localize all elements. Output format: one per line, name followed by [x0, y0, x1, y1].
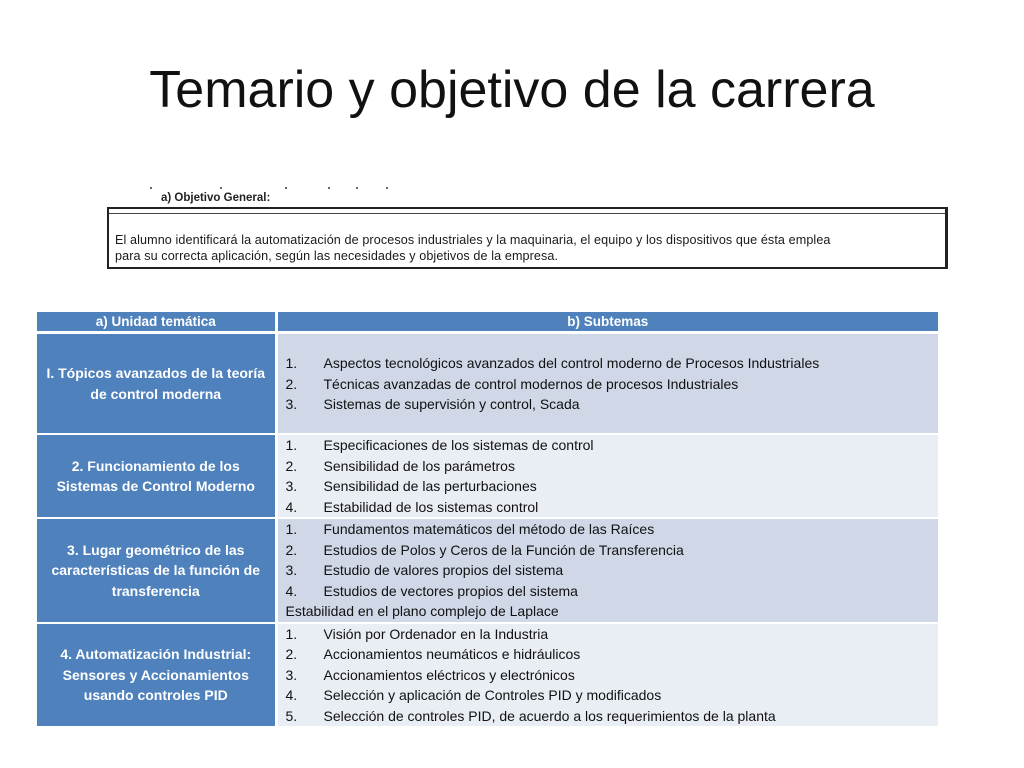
item-text: Sensibilidad de las perturbaciones [323, 478, 537, 494]
subtopic-list [278, 435, 939, 517]
unit-cell: 3. Lugar geométrico de las características de la función de transferencia [37, 518, 276, 623]
unit-cell: I. Tópicos avanzados de la teoría de control moderna [37, 333, 276, 435]
objective-box [107, 207, 948, 269]
list-item [278, 476, 939, 497]
list-item [278, 624, 939, 645]
item-text: Sensibilidad de los parámetros [323, 457, 515, 474]
syllabus-table [37, 312, 938, 726]
subtopics-cell [276, 623, 938, 727]
list-item [278, 685, 939, 706]
item-number: 1. [285, 437, 298, 453]
item-number: 3. [285, 666, 298, 683]
item-number: 3. [285, 562, 298, 578]
list-item [278, 519, 939, 540]
subtopics-cell [276, 518, 938, 623]
subtopics-cell [276, 434, 938, 518]
subtopic-extra-line: Estabilidad en el plano complejo de Laplace [285, 603, 559, 619]
item-number: 1. [285, 625, 298, 642]
subtopic-list [278, 353, 939, 415]
item-text: Selección de controles PID, de acuerdo a los requerimientos de la planta [323, 707, 776, 724]
item-text: Técnicas avanzadas de control modernos de procesos Industriales [323, 375, 739, 392]
list-item [278, 706, 939, 727]
item-text: Sistemas de supervisión y control, Scada [323, 396, 580, 412]
item-text: Estabilidad de los sistemas control [323, 498, 539, 515]
list-item [278, 644, 939, 665]
item-number: 1. [285, 521, 298, 537]
item-number: 1. [285, 355, 298, 371]
table-row [37, 333, 938, 435]
list-item [278, 374, 939, 395]
subtopics-cell [276, 333, 938, 435]
objective-line-2: para su correcta aplicación, según las necesidades y objetivos de la empresa. [115, 249, 559, 263]
item-text: Especificaciones de los sistemas de control [323, 437, 594, 453]
table-row [37, 434, 938, 518]
item-number: 4. [285, 498, 298, 515]
header-subtopics: b) Subtemas [276, 312, 938, 333]
objective-text [115, 232, 941, 264]
item-number: 3. [285, 478, 298, 494]
list-item [278, 435, 939, 456]
list-item [278, 353, 939, 374]
item-text: Aspectos tecnológicos avanzados del control moderno de Procesos Industriales [323, 355, 820, 371]
objective-line-1: El alumno identificará la automatización de procesos industriales y la maquinaria, el equipo y los dispositivos que ésta emplea [115, 233, 831, 247]
item-number: 4. [285, 582, 298, 599]
item-text: Visión por Ordenador en la Industria [323, 625, 549, 642]
item-text: Estudios de Polos y Ceros de la Función de Transferencia [323, 541, 684, 558]
scan-artifact-dots [150, 187, 390, 189]
unit-cell: 4. Automatización Industrial: Sensores y Accionamientos usando controles PID [37, 623, 276, 727]
objective-heading: a) Objetivo General: [161, 192, 271, 204]
list-item [278, 540, 939, 561]
item-text: Fundamentos matemáticos del método de las Raíces [323, 521, 655, 537]
item-number: 5. [285, 707, 298, 724]
list-item [278, 394, 939, 415]
list-item [278, 560, 939, 581]
list-item [278, 497, 939, 518]
item-number: 2. [285, 646, 298, 662]
item-number: 4. [285, 687, 298, 703]
objective-box-rule [109, 213, 945, 214]
slide-title: Temario y objetivo de la carrera [149, 61, 875, 119]
item-text: Accionamientos neumáticos e hidráulicos [323, 646, 581, 662]
item-number: 2. [285, 375, 298, 392]
unit-cell: 2. Funcionamiento de los Sistemas de Control Moderno [37, 434, 276, 518]
header-unit: a) Unidad temática [37, 312, 276, 333]
subtopic-list [278, 624, 939, 727]
list-item [278, 581, 939, 602]
subtopic-list [278, 519, 939, 601]
item-text: Estudio de valores propios del sistema [323, 562, 564, 578]
list-item [278, 456, 939, 477]
item-text: Estudios de vectores propios del sistema [323, 582, 578, 599]
item-number: 3. [285, 396, 298, 412]
list-item [278, 665, 939, 686]
table-header-row [37, 312, 938, 333]
item-number: 2. [285, 457, 298, 474]
table-row [37, 518, 938, 623]
table-row [37, 623, 938, 727]
item-text: Selección y aplicación de Controles PID y modificados [323, 687, 662, 703]
item-number: 2. [285, 541, 298, 558]
item-text: Accionamientos eléctricos y electrónicos [323, 666, 575, 683]
